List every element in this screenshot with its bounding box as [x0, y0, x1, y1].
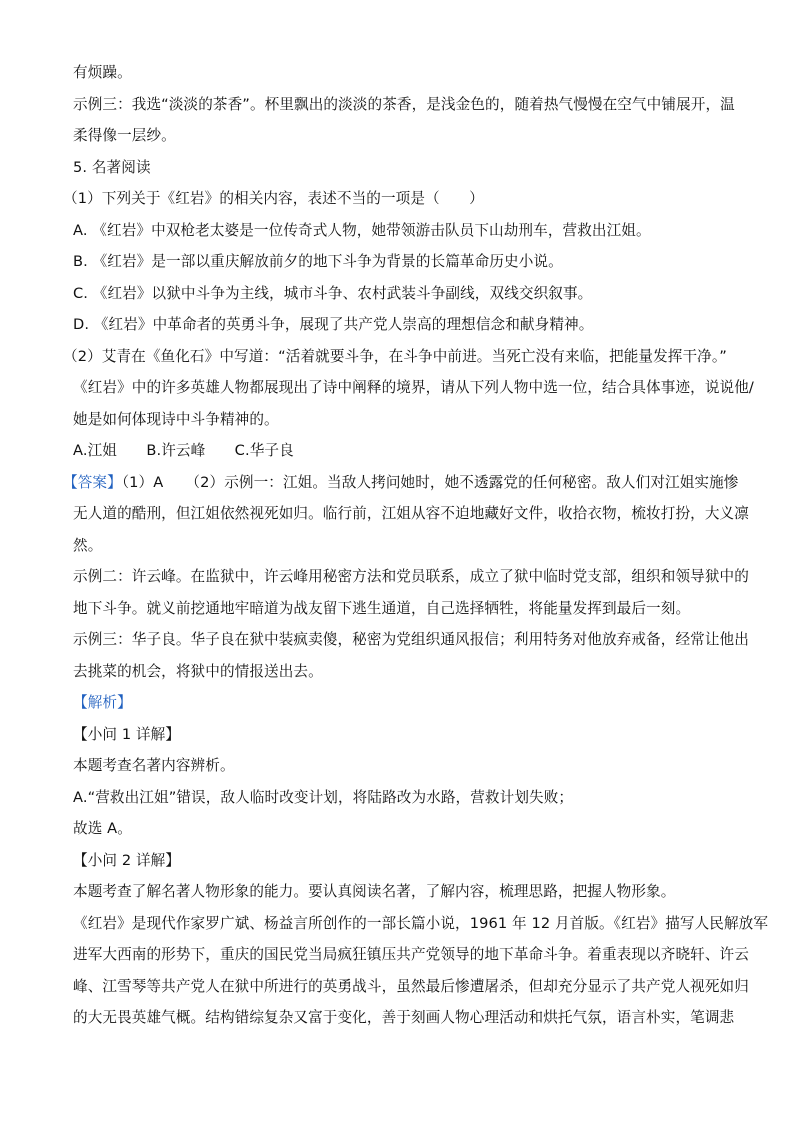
text-line: 本题考查了解名著人物形象的能力。要认真阅读名著，了解内容，梳理思路，把握人物形象。 [73, 883, 676, 900]
answer-line [63, 473, 739, 493]
question-2: （2）艾青在《鱼化石》中写道：“活着就要斗争，在斗争中前进。当死亡没有来临，把能量发挥干净。” [63, 348, 727, 365]
text-line: 有烦躁。 [73, 64, 132, 81]
text-line: 故选 A。 [73, 820, 132, 837]
text-line: 《红岩》中的许多英雄人物都展现出了诗中阐释的境界，请从下列人物中选一位，结合具体事迹，说说他/ [73, 379, 754, 396]
text-line: 本题考查名著内容辨析。 [73, 757, 235, 774]
text-line: 进军大西南的形势下，重庆的国民党当局疯狂镇压共产党领导的地下革命斗争。着重表现以齐晓轩、许云 [73, 946, 749, 963]
option-a: A. 《红岩》中双枪老太婆是一位传奇式人物，她带领游击队员下山劫刑车，营救出江姐。 [73, 222, 651, 239]
option-d: D. 《红岩》中革命者的英勇斗争，展现了共产党人崇高的理想信念和献身精神。 [73, 316, 594, 333]
option-b: B. 《红岩》是一部以重庆解放前夕的地下斗争为背景的长篇革命历史小说。 [73, 253, 563, 270]
text-line: 的大无畏英雄气概。结构错综复杂又富于变化，善于刻画人物心理活动和烘托气氛，语言朴实，笔调悲 [73, 1009, 735, 1026]
text-line: 峰、江雪琴等共产党人在狱中所进行的英勇战斗，虽然最后惨遭屠杀，但却充分显示了共产党人视死如归 [73, 978, 749, 995]
answer-tag: 【答案】 [63, 474, 122, 491]
text-line: 示例三：华子良。华子良在狱中装疯卖傻，秘密为党组织通风报信；利用特务对他放弃戒备，经常让他出 [73, 631, 749, 648]
text-line: 示例三：我选“淡淡的茶香”。杯里飘出的淡淡的茶香，是浅金色的，随着热气慢慢在空气中铺展开，温 [73, 96, 735, 113]
text-line: 然。 [73, 537, 103, 554]
text-line: 去挑菜的机会，将狱中的情报送出去。 [73, 663, 323, 680]
text-line: 《红岩》是现代作家罗广斌、杨益言所创作的一部长篇小说，1961 年 12 月首版。《红岩》描写人民解放军 [73, 915, 769, 932]
text-line: 示例二：许云峰。在监狱中，许云峰用秘密方法和党员联系，成立了狱中临时党支部，组织和领导狱中的 [73, 568, 749, 585]
question-1: （1）下列关于《红岩》的相关内容，表述不当的一项是（ ） [63, 190, 484, 207]
section-heading: 5. 名著阅读 [73, 159, 151, 176]
text-line: 柔得像一层纱。 [73, 127, 176, 144]
answer-text: （1）A （2）示例一：江姐。当敌人拷问她时，她不透露党的任何秘密。敌人们对江姐实施惨 [121, 474, 739, 491]
analysis-heading: 【解析】 [73, 694, 132, 711]
text-line: A.“营救出江姐”错误，敌人临时改变计划，将陆路改为水路，营救计划失败； [73, 789, 574, 806]
character-options: A.江姐 B.许云峰 C.华子良 [73, 442, 294, 459]
option-c: C. 《红岩》以狱中斗争为主线，城市斗争、农村武装斗争副线，双线交织叙事。 [73, 285, 593, 302]
text-line: 无人道的酷刑，但江姐依然视死如归。临行前，江姐从容不迫地藏好文件，收拾衣物，梳妆打扮，大义凛 [73, 505, 749, 522]
subquestion-2-heading: 【小问 2 详解】 [73, 852, 181, 869]
subquestion-1-heading: 【小问 1 详解】 [73, 726, 181, 743]
text-line: 地下斗争。就义前挖通地牢暗道为战友留下逃生通道，自己选择牺牲，将能量发挥到最后一刻。 [73, 600, 691, 617]
text-line: 她是如何体现诗中斗争精神的。 [73, 411, 279, 428]
